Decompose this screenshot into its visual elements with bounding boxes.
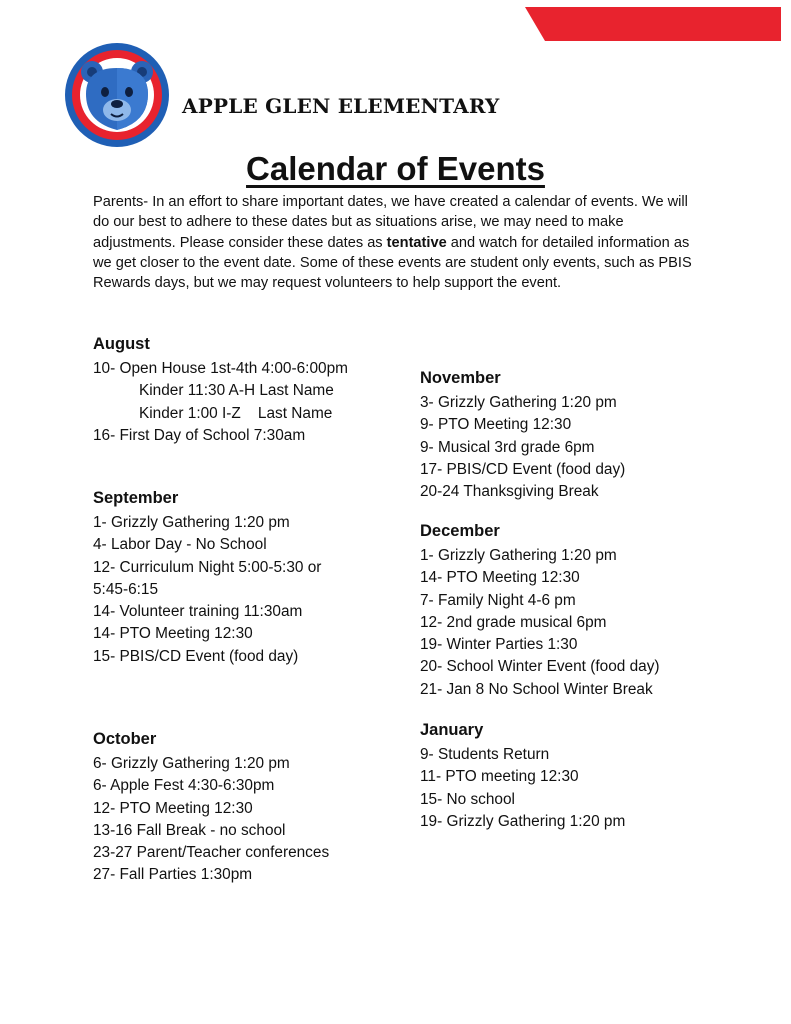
event-item: 19- Grizzly Gathering 1:20 pm: [420, 812, 626, 830]
event-item: 7- Family Night 4-6 pm: [420, 591, 576, 609]
event-item: 20- School Winter Event (food day): [420, 658, 660, 676]
intro-emphasis: tentative: [386, 234, 447, 251]
event-item: 6- Apple Fest 4:30-6:30pm: [93, 777, 275, 795]
month-heading: January: [420, 721, 484, 739]
month-october: [93, 728, 329, 887]
event-item: 12- PTO Meeting 12:30: [93, 799, 253, 817]
event-item: 20-24 Thanksgiving Break: [420, 483, 599, 501]
event-item: Kinder 11:30 A-H Last Name: [139, 382, 334, 400]
event-item: 19- Winter Parties 1:30: [420, 636, 578, 654]
event-item: 27- Fall Parties 1:30pm: [93, 866, 253, 884]
month-december: [420, 520, 660, 701]
event-item: 9- Musical 3rd grade 6pm: [420, 438, 595, 456]
month-january: [420, 719, 625, 833]
month-november: [420, 367, 625, 503]
event-item: 5:45-6:15: [93, 580, 159, 598]
event-item: 14- PTO Meeting 12:30: [420, 569, 580, 587]
event-item: 13-16 Fall Break - no school: [93, 821, 286, 839]
event-item: 11- PTO meeting 12:30: [420, 768, 579, 786]
event-item: 4- Labor Day - No School: [93, 536, 267, 554]
event-item: 14- PTO Meeting 12:30: [93, 625, 253, 643]
page-title: Calendar of Events: [246, 150, 545, 187]
event-item: 14- Volunteer training 11:30am: [93, 603, 303, 621]
event-item: 6- Grizzly Gathering 1:20 pm: [93, 755, 290, 772]
event-item: 3- Grizzly Gathering 1:20 pm: [420, 394, 617, 411]
event-item: 1- Grizzly Gathering 1:20 pm: [93, 514, 290, 531]
event-item: 15- No school: [420, 790, 515, 808]
red-banner-shape: [525, 7, 781, 41]
month-september: [93, 487, 321, 668]
event-item: 17- PBIS/CD Event (food day): [420, 460, 626, 478]
event-item: 10- Open House 1st-4th 4:00-6:00pm: [93, 360, 348, 377]
month-heading: October: [93, 730, 157, 748]
event-item: 23-27 Parent/Teacher conferences: [93, 844, 330, 862]
month-heading: September: [93, 489, 179, 507]
event-item: 12- 2nd grade musical 6pm: [420, 613, 607, 631]
event-item: 16- First Day of School 7:30am: [93, 426, 306, 444]
intro-text-end: and watch for detailed information as we get closer to the event date. Some of these events are student only events, such as PBIS Rewards days, but we may request volunteers to help support the event.: [93, 234, 692, 292]
month-heading: November: [420, 369, 501, 387]
month-august: [93, 333, 348, 447]
school-name: APPLE GLEN ELEMENTARY: [182, 94, 500, 118]
event-item: 9- PTO Meeting 12:30: [420, 416, 572, 434]
event-item: 15- PBIS/CD Event (food day): [93, 647, 299, 665]
bear-logo-icon: [64, 42, 170, 148]
intro-text-start: Parents- In an effort to share important dates, we have created a calendar of events. We will do our best to adhere to these dates but as situations arise, we may need to make adjustments. Please consider these dates as: [93, 194, 688, 251]
event-item: 21- Jan 8 No School Winter Break: [420, 680, 653, 698]
intro-paragraph: [93, 192, 703, 293]
event-item: 1- Grizzly Gathering 1:20 pm: [420, 547, 617, 564]
event-item: 9- Students Return: [420, 746, 550, 763]
event-item: Kinder 1:00 I-Z Last Name: [139, 404, 333, 422]
month-heading: December: [420, 522, 500, 540]
month-heading: August: [93, 335, 150, 353]
event-item: 12- Curriculum Night 5:00-5:30 or: [93, 558, 322, 576]
